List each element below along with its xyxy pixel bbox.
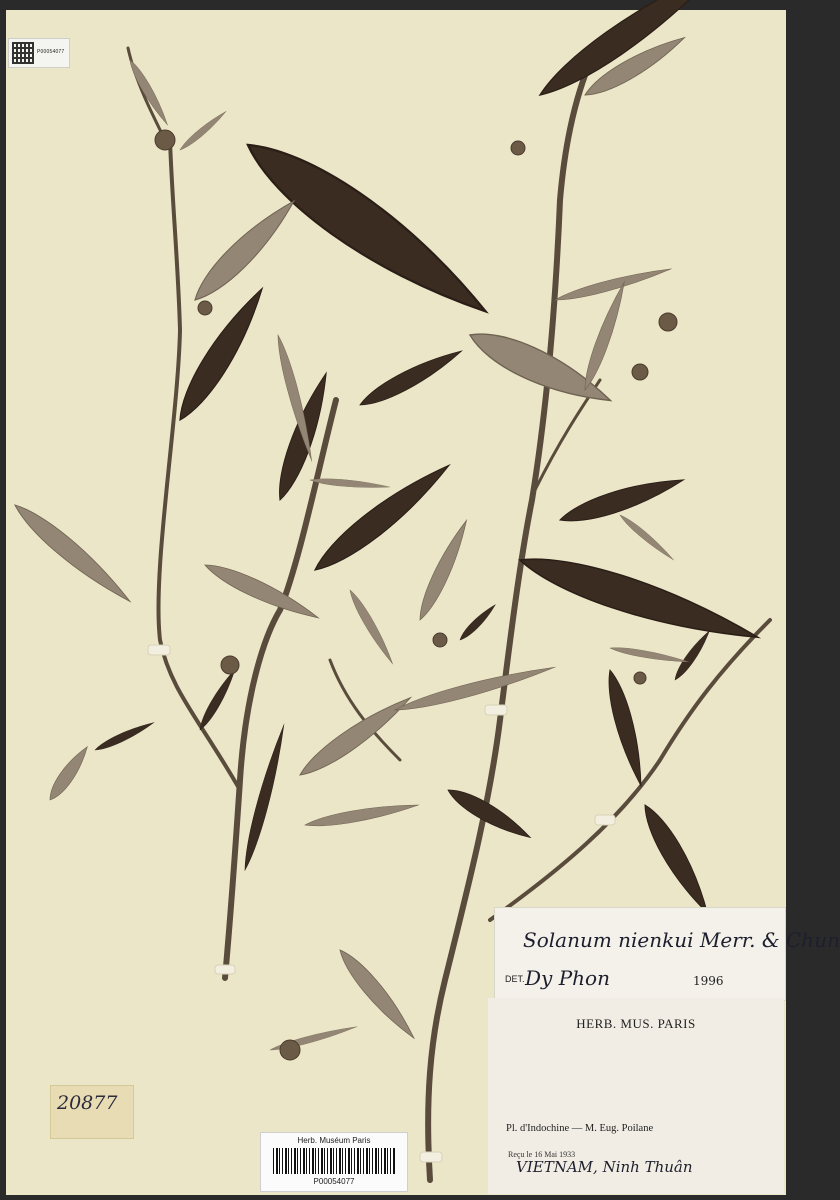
leaf-light [346,588,396,666]
determination-year: 1996 [693,974,724,988]
mounting-strip [215,965,235,974]
barcode [273,1148,395,1174]
flower-cluster [433,633,447,647]
flower-cluster [511,141,525,155]
leaf-dark [356,344,465,413]
leaf-dark [532,0,728,106]
qr-code [12,42,34,64]
flower-cluster [634,672,646,684]
leaf-light [178,109,228,153]
leaf-light [44,743,92,804]
collector-number-label [50,1085,134,1139]
det-prefix: DET. [505,974,525,984]
leaf-dark [307,456,456,580]
flower-cluster [632,364,648,380]
leaf-light [126,58,171,127]
leaf-light [310,477,390,491]
collector-number: 20877 [57,1092,118,1114]
barcode-title: Herb. Muséum Paris [297,1136,371,1145]
leaf-light [609,645,689,666]
collection-line: Pl. d'Indochine — M. Eug. Poilane [506,1123,654,1134]
flower-cluster [221,656,239,674]
leaf-dark [515,544,763,653]
qr-code-label [8,38,70,68]
leaf-dark [602,668,649,788]
leaf-light [201,557,321,625]
flower-cluster [280,1040,300,1060]
leaf-light [618,512,676,562]
leaf-dark [671,628,713,682]
leaf-dark [636,800,716,918]
flower-cluster [659,313,677,331]
leaf-light [304,799,419,830]
determiner-name: Dy Phon [525,966,610,990]
leaf-light [554,264,673,305]
determination-label [494,907,840,1001]
barcode-label [260,1132,408,1192]
leaf-light [295,690,417,783]
leaf-light [579,280,630,392]
herbarium-label [488,998,784,1194]
leaf-light [9,498,136,609]
leaf-dark [169,282,272,427]
leaf-dark [196,667,239,732]
mounting-strip [148,645,170,655]
mounting-strip [420,1152,442,1162]
flower-cluster [155,130,175,150]
leaf-light [187,193,303,309]
stem-left-branch [158,140,240,790]
leaf-dark [93,719,155,754]
mounting-strip [595,815,615,825]
stem-right-branch [490,620,770,920]
species-name: Solanum nienkui Merr. & Chun [523,928,840,952]
mounting-strip [485,705,507,715]
locality: VIETNAM, Ninh Thuân [516,1158,693,1176]
barcode-number: P00054077 [313,1177,355,1186]
received-date: Reçu le 16 Mai 1933 [508,1150,576,1159]
leaf-dark [457,602,498,643]
leaf-light [413,517,473,623]
leaf-dark [557,470,687,529]
qr-code-text: P00054077 [37,49,65,55]
flower-cluster [198,301,212,315]
leaf-dark [240,724,290,872]
leaf-light [393,661,556,716]
institution-name: HERB. MUS. PARIS [576,1016,696,1031]
